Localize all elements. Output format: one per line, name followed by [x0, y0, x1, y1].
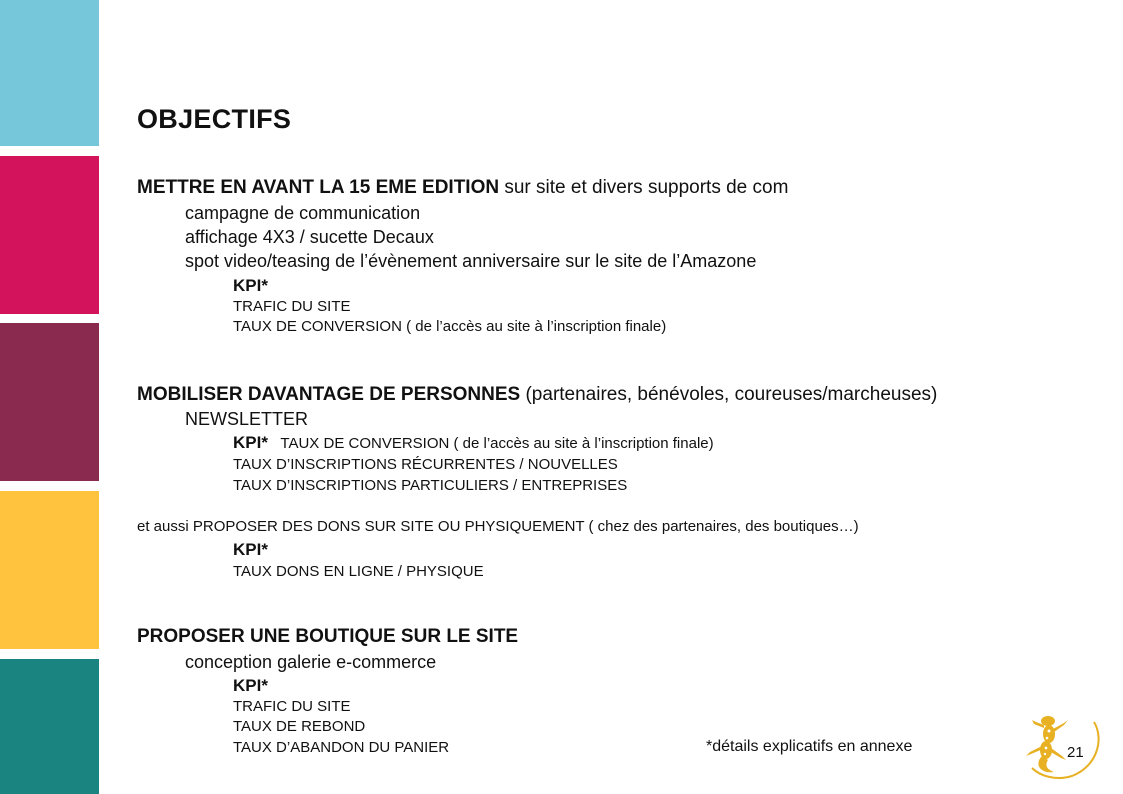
- section2-kpi-2: TAUX D’INSCRIPTIONS PARTICULIERS / ENTREPRISES: [233, 477, 628, 494]
- color-band-magenta: [0, 156, 99, 314]
- section2-kpi-label: KPI*: [233, 433, 268, 452]
- section3-kpi-3: TAUX D’ABANDON DU PANIER: [233, 739, 450, 756]
- page-title: OBJECTIFS: [137, 104, 292, 134]
- section3-item: conception galerie e-commerce: [185, 652, 437, 672]
- section3-kpi-label: KPI*: [233, 676, 268, 695]
- section3-heading: PROPOSER UNE BOUTIQUE SUR LE SITE: [137, 626, 519, 647]
- color-band-yellow: [0, 491, 99, 649]
- section2-also-kpi-label: KPI*: [233, 540, 268, 559]
- section2-heading-rest: (partenaires, bénévoles, coureuses/marcheuses): [520, 384, 938, 405]
- color-band-cyan: [0, 0, 99, 146]
- section2-heading: [137, 384, 937, 406]
- section1-kpi-label: KPI*: [233, 276, 268, 295]
- section1-heading-rest: sur site et divers supports de com: [499, 177, 789, 198]
- section2-also: et aussi PROPOSER DES DONS SUR SITE OU PHYSIQUEMENT ( chez des partenaires, des boutiques…): [137, 518, 859, 535]
- section1-kpi-2: TAUX DE CONVERSION ( de l’accès au site à l’inscription finale): [233, 318, 667, 335]
- section2-kpi-line: [233, 433, 714, 453]
- section1-item-3: spot video/teasing de l’évènement anniversaire sur le site de l’Amazone: [185, 251, 757, 271]
- gecko-icon: [1020, 710, 1100, 782]
- section1-heading-bold: METTRE EN AVANT LA 15 EME EDITION: [137, 177, 500, 198]
- section2-kpi-inline: TAUX DE CONVERSION ( de l’accès au site à l’inscription finale): [280, 435, 714, 452]
- color-band-plum: [0, 323, 99, 481]
- section2-item: NEWSLETTER: [185, 409, 309, 429]
- section2-heading-bold: MOBILISER DAVANTAGE DE PERSONNES: [137, 384, 521, 405]
- page-number: 21: [1067, 744, 1084, 761]
- section1-item-2: affichage 4X3 / sucette Decaux: [185, 227, 434, 247]
- section2-kpi-1: TAUX D’INSCRIPTIONS RÉCURRENTES / NOUVELLES: [233, 456, 618, 473]
- section2-also-kpi: TAUX DONS EN LIGNE / PHYSIQUE: [233, 563, 484, 580]
- section3-kpi-2: TAUX DE REBOND: [233, 718, 366, 735]
- section1-kpi-1: TRAFIC DU SITE: [233, 298, 351, 315]
- section1-item-1: campagne de communication: [185, 203, 421, 223]
- section1-heading: [137, 177, 788, 199]
- footnote: *détails explicatifs en annexe: [706, 738, 913, 755]
- color-band-teal: [0, 659, 99, 794]
- section3-kpi-1: TRAFIC DU SITE: [233, 698, 351, 715]
